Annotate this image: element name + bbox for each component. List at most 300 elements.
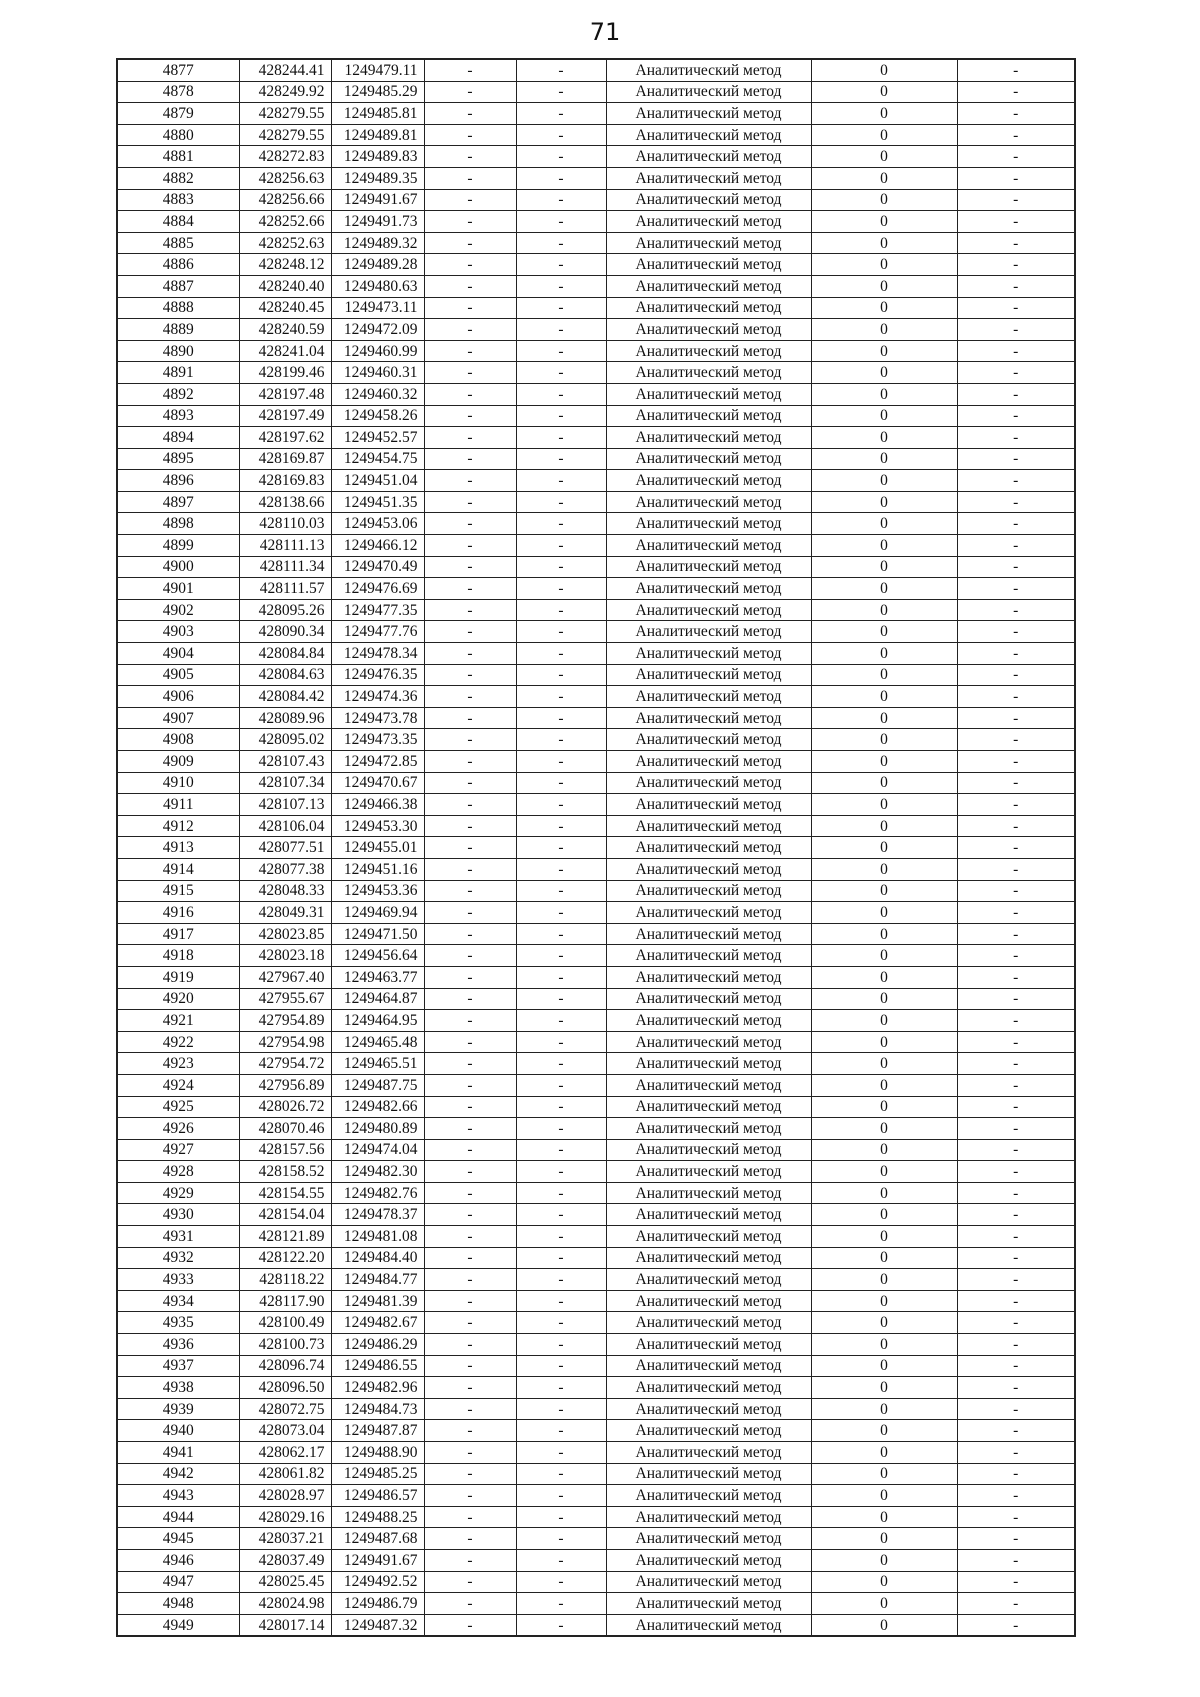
cell-col-5: - <box>516 448 606 470</box>
cell-value: 0 <box>811 232 957 254</box>
cell-col-5: - <box>516 815 606 837</box>
cell-value: 0 <box>811 1528 957 1550</box>
cell-y-coordinate: 1249471.50 <box>331 923 424 945</box>
cell-y-coordinate: 1249465.48 <box>331 1031 424 1053</box>
cell-col-5: - <box>516 211 606 233</box>
table-row <box>117 837 1075 859</box>
cell-col-8: - <box>957 1161 1075 1183</box>
cell-method: Аналитический метод <box>606 81 811 103</box>
cell-value: 0 <box>811 923 957 945</box>
cell-col-5: - <box>516 427 606 449</box>
cell-point-number: 4891 <box>117 362 239 384</box>
cell-col-5: - <box>516 1463 606 1485</box>
cell-y-coordinate: 1249488.90 <box>331 1442 424 1464</box>
cell-col-5: - <box>516 362 606 384</box>
cell-point-number: 4893 <box>117 405 239 427</box>
cell-point-number: 4896 <box>117 470 239 492</box>
cell-col-8: - <box>957 1247 1075 1269</box>
cell-x-coordinate: 428049.31 <box>239 902 331 924</box>
cell-y-coordinate: 1249472.09 <box>331 319 424 341</box>
cell-y-coordinate: 1249484.77 <box>331 1269 424 1291</box>
cell-y-coordinate: 1249473.78 <box>331 707 424 729</box>
cell-col-5: - <box>516 1593 606 1615</box>
cell-x-coordinate: 428279.55 <box>239 103 331 125</box>
table-row <box>117 1506 1075 1528</box>
cell-point-number: 4918 <box>117 945 239 967</box>
cell-y-coordinate: 1249455.01 <box>331 837 424 859</box>
cell-method: Аналитический метод <box>606 1161 811 1183</box>
table-row <box>117 427 1075 449</box>
table-row <box>117 1528 1075 1550</box>
cell-x-coordinate: 428107.43 <box>239 751 331 773</box>
cell-method: Аналитический метод <box>606 124 811 146</box>
cell-x-coordinate: 428084.63 <box>239 664 331 686</box>
cell-method: Аналитический метод <box>606 470 811 492</box>
table-row <box>117 1118 1075 1140</box>
cell-y-coordinate: 1249487.75 <box>331 1074 424 1096</box>
cell-method: Аналитический метод <box>606 448 811 470</box>
cell-method: Аналитический метод <box>606 1139 811 1161</box>
cell-col-4: - <box>424 1226 516 1248</box>
cell-col-5: - <box>516 1053 606 1075</box>
cell-x-coordinate: 427954.72 <box>239 1053 331 1075</box>
cell-col-5: - <box>516 751 606 773</box>
cell-value: 0 <box>811 1031 957 1053</box>
cell-y-coordinate: 1249482.30 <box>331 1161 424 1183</box>
cell-x-coordinate: 428023.18 <box>239 945 331 967</box>
cell-col-5: - <box>516 556 606 578</box>
cell-method: Аналитический метод <box>606 945 811 967</box>
cell-point-number: 4939 <box>117 1398 239 1420</box>
cell-y-coordinate: 1249464.87 <box>331 988 424 1010</box>
cell-point-number: 4914 <box>117 858 239 880</box>
cell-col-4: - <box>424 362 516 384</box>
cell-point-number: 4887 <box>117 275 239 297</box>
cell-col-5: - <box>516 254 606 276</box>
cell-method: Аналитический метод <box>606 167 811 189</box>
cell-point-number: 4883 <box>117 189 239 211</box>
cell-y-coordinate: 1249481.39 <box>331 1290 424 1312</box>
cell-col-5: - <box>516 837 606 859</box>
cell-col-5: - <box>516 1528 606 1550</box>
cell-col-8: - <box>957 448 1075 470</box>
cell-col-4: - <box>424 297 516 319</box>
cell-point-number: 4919 <box>117 966 239 988</box>
cell-y-coordinate: 1249451.35 <box>331 491 424 513</box>
cell-col-4: - <box>424 405 516 427</box>
cell-method: Аналитический метод <box>606 1312 811 1334</box>
cell-col-8: - <box>957 1463 1075 1485</box>
cell-point-number: 4902 <box>117 599 239 621</box>
cell-col-5: - <box>516 232 606 254</box>
cell-x-coordinate: 428241.04 <box>239 340 331 362</box>
cell-col-5: - <box>516 1549 606 1571</box>
cell-col-8: - <box>957 81 1075 103</box>
cell-y-coordinate: 1249486.55 <box>331 1355 424 1377</box>
cell-method: Аналитический метод <box>606 1290 811 1312</box>
cell-col-4: - <box>424 1593 516 1615</box>
cell-col-8: - <box>957 923 1075 945</box>
cell-point-number: 4906 <box>117 686 239 708</box>
table-row <box>117 902 1075 924</box>
cell-method: Аналитический метод <box>606 297 811 319</box>
cell-y-coordinate: 1249474.36 <box>331 686 424 708</box>
cell-point-number: 4916 <box>117 902 239 924</box>
cell-value: 0 <box>811 1247 957 1269</box>
cell-col-8: - <box>957 1549 1075 1571</box>
cell-col-4: - <box>424 1269 516 1291</box>
cell-col-4: - <box>424 578 516 600</box>
cell-col-5: - <box>516 1204 606 1226</box>
cell-method: Аналитический метод <box>606 1355 811 1377</box>
cell-col-8: - <box>957 297 1075 319</box>
cell-point-number: 4938 <box>117 1377 239 1399</box>
table-row <box>117 362 1075 384</box>
cell-col-8: - <box>957 1420 1075 1442</box>
cell-col-8: - <box>957 1074 1075 1096</box>
cell-point-number: 4928 <box>117 1161 239 1183</box>
cell-x-coordinate: 428111.34 <box>239 556 331 578</box>
cell-y-coordinate: 1249492.52 <box>331 1571 424 1593</box>
cell-x-coordinate: 428248.12 <box>239 254 331 276</box>
cell-col-8: - <box>957 1204 1075 1226</box>
cell-value: 0 <box>811 211 957 233</box>
cell-col-8: - <box>957 513 1075 535</box>
cell-col-4: - <box>424 189 516 211</box>
cell-col-8: - <box>957 664 1075 686</box>
cell-method: Аналитический метод <box>606 1182 811 1204</box>
cell-y-coordinate: 1249466.38 <box>331 794 424 816</box>
table-row <box>117 1226 1075 1248</box>
cell-method: Аналитический метод <box>606 643 811 665</box>
cell-value: 0 <box>811 1593 957 1615</box>
cell-method: Аналитический метод <box>606 189 811 211</box>
cell-col-8: - <box>957 1010 1075 1032</box>
cell-point-number: 4889 <box>117 319 239 341</box>
table-row <box>117 1355 1075 1377</box>
cell-col-5: - <box>516 405 606 427</box>
cell-col-8: - <box>957 1118 1075 1140</box>
cell-col-4: - <box>424 103 516 125</box>
cell-point-number: 4912 <box>117 815 239 837</box>
cell-col-8: - <box>957 1334 1075 1356</box>
cell-point-number: 4909 <box>117 751 239 773</box>
table-row <box>117 1312 1075 1334</box>
table-row <box>117 729 1075 751</box>
cell-y-coordinate: 1249491.67 <box>331 1549 424 1571</box>
cell-x-coordinate: 428110.03 <box>239 513 331 535</box>
cell-y-coordinate: 1249478.37 <box>331 1204 424 1226</box>
cell-method: Аналитический метод <box>606 1463 811 1485</box>
cell-value: 0 <box>811 535 957 557</box>
cell-value: 0 <box>811 1506 957 1528</box>
cell-point-number: 4935 <box>117 1312 239 1334</box>
cell-point-number: 4908 <box>117 729 239 751</box>
cell-x-coordinate: 428024.98 <box>239 1593 331 1615</box>
cell-col-4: - <box>424 923 516 945</box>
table-row <box>117 1334 1075 1356</box>
cell-col-4: - <box>424 1571 516 1593</box>
cell-point-number: 4940 <box>117 1420 239 1442</box>
cell-y-coordinate: 1249453.06 <box>331 513 424 535</box>
cell-col-5: - <box>516 1334 606 1356</box>
cell-col-4: - <box>424 211 516 233</box>
cell-method: Аналитический метод <box>606 1334 811 1356</box>
cell-col-4: - <box>424 1118 516 1140</box>
cell-col-5: - <box>516 988 606 1010</box>
table-row <box>117 1571 1075 1593</box>
cell-x-coordinate: 428107.13 <box>239 794 331 816</box>
table-row <box>117 275 1075 297</box>
cell-value: 0 <box>811 189 957 211</box>
cell-y-coordinate: 1249451.16 <box>331 858 424 880</box>
cell-col-8: - <box>957 837 1075 859</box>
cell-method: Аналитический метод <box>606 1053 811 1075</box>
cell-col-5: - <box>516 1290 606 1312</box>
cell-col-8: - <box>957 1182 1075 1204</box>
table-row <box>117 1485 1075 1507</box>
cell-x-coordinate: 428077.38 <box>239 858 331 880</box>
cell-method: Аналитический метод <box>606 427 811 449</box>
cell-value: 0 <box>811 340 957 362</box>
cell-x-coordinate: 428095.02 <box>239 729 331 751</box>
cell-method: Аналитический метод <box>606 1528 811 1550</box>
cell-y-coordinate: 1249489.83 <box>331 146 424 168</box>
cell-point-number: 4882 <box>117 167 239 189</box>
cell-x-coordinate: 428158.52 <box>239 1161 331 1183</box>
cell-y-coordinate: 1249491.67 <box>331 189 424 211</box>
table-row <box>117 858 1075 880</box>
cell-x-coordinate: 428023.85 <box>239 923 331 945</box>
cell-x-coordinate: 428025.45 <box>239 1571 331 1593</box>
cell-point-number: 4895 <box>117 448 239 470</box>
cell-y-coordinate: 1249485.29 <box>331 81 424 103</box>
cell-col-4: - <box>424 880 516 902</box>
cell-value: 0 <box>811 837 957 859</box>
cell-col-5: - <box>516 1485 606 1507</box>
cell-value: 0 <box>811 729 957 751</box>
cell-col-5: - <box>516 599 606 621</box>
cell-value: 0 <box>811 902 957 924</box>
cell-x-coordinate: 428073.04 <box>239 1420 331 1442</box>
cell-col-4: - <box>424 599 516 621</box>
cell-x-coordinate: 428256.63 <box>239 167 331 189</box>
cell-point-number: 4927 <box>117 1139 239 1161</box>
cell-y-coordinate: 1249484.73 <box>331 1398 424 1420</box>
cell-x-coordinate: 428197.49 <box>239 405 331 427</box>
cell-value: 0 <box>811 427 957 449</box>
cell-x-coordinate: 428117.90 <box>239 1290 331 1312</box>
cell-method: Аналитический метод <box>606 1247 811 1269</box>
cell-method: Аналитический метод <box>606 1074 811 1096</box>
cell-col-8: - <box>957 319 1075 341</box>
cell-col-5: - <box>516 319 606 341</box>
table-row <box>117 751 1075 773</box>
cell-method: Аналитический метод <box>606 232 811 254</box>
cell-y-coordinate: 1249484.40 <box>331 1247 424 1269</box>
cell-method: Аналитический метод <box>606 211 811 233</box>
cell-x-coordinate: 428017.14 <box>239 1614 331 1636</box>
cell-col-4: - <box>424 751 516 773</box>
cell-point-number: 4944 <box>117 1506 239 1528</box>
cell-x-coordinate: 428197.62 <box>239 427 331 449</box>
cell-y-coordinate: 1249491.73 <box>331 211 424 233</box>
cell-col-5: - <box>516 902 606 924</box>
cell-x-coordinate: 428037.21 <box>239 1528 331 1550</box>
cell-col-8: - <box>957 491 1075 513</box>
cell-value: 0 <box>811 59 957 81</box>
cell-x-coordinate: 428077.51 <box>239 837 331 859</box>
cell-col-8: - <box>957 686 1075 708</box>
cell-col-4: - <box>424 1334 516 1356</box>
cell-y-coordinate: 1249453.36 <box>331 880 424 902</box>
cell-col-8: - <box>957 535 1075 557</box>
cell-value: 0 <box>811 578 957 600</box>
table-body <box>117 59 1075 1636</box>
cell-col-4: - <box>424 1614 516 1636</box>
table-row <box>117 1420 1075 1442</box>
cell-y-coordinate: 1249489.28 <box>331 254 424 276</box>
cell-col-5: - <box>516 664 606 686</box>
cell-method: Аналитический метод <box>606 664 811 686</box>
cell-y-coordinate: 1249480.89 <box>331 1118 424 1140</box>
cell-col-8: - <box>957 794 1075 816</box>
cell-y-coordinate: 1249458.26 <box>331 405 424 427</box>
cell-col-8: - <box>957 1355 1075 1377</box>
cell-value: 0 <box>811 124 957 146</box>
cell-point-number: 4884 <box>117 211 239 233</box>
cell-col-4: - <box>424 340 516 362</box>
cell-point-number: 4921 <box>117 1010 239 1032</box>
cell-col-4: - <box>424 535 516 557</box>
table-row <box>117 124 1075 146</box>
cell-method: Аналитический метод <box>606 1096 811 1118</box>
cell-method: Аналитический метод <box>606 1614 811 1636</box>
cell-point-number: 4880 <box>117 124 239 146</box>
cell-col-8: - <box>957 362 1075 384</box>
cell-col-5: - <box>516 1506 606 1528</box>
cell-col-5: - <box>516 1074 606 1096</box>
cell-col-4: - <box>424 1377 516 1399</box>
cell-x-coordinate: 428240.40 <box>239 275 331 297</box>
cell-col-4: - <box>424 707 516 729</box>
cell-x-coordinate: 428111.13 <box>239 535 331 557</box>
cell-value: 0 <box>811 621 957 643</box>
cell-x-coordinate: 428028.97 <box>239 1485 331 1507</box>
cell-col-4: - <box>424 643 516 665</box>
cell-method: Аналитический метод <box>606 1485 811 1507</box>
table-row <box>117 923 1075 945</box>
cell-col-8: - <box>957 707 1075 729</box>
table-row <box>117 319 1075 341</box>
cell-value: 0 <box>811 1161 957 1183</box>
cell-value: 0 <box>811 1571 957 1593</box>
table-row <box>117 880 1075 902</box>
table-row <box>117 491 1075 513</box>
cell-point-number: 4930 <box>117 1204 239 1226</box>
cell-point-number: 4904 <box>117 643 239 665</box>
cell-col-8: - <box>957 124 1075 146</box>
table-row <box>117 211 1075 233</box>
cell-y-coordinate: 1249460.99 <box>331 340 424 362</box>
cell-col-5: - <box>516 707 606 729</box>
cell-y-coordinate: 1249487.87 <box>331 1420 424 1442</box>
cell-col-4: - <box>424 621 516 643</box>
cell-col-5: - <box>516 880 606 902</box>
cell-value: 0 <box>811 1463 957 1485</box>
cell-point-number: 4898 <box>117 513 239 535</box>
cell-point-number: 4931 <box>117 1226 239 1248</box>
cell-method: Аналитический метод <box>606 1010 811 1032</box>
table-row <box>117 232 1075 254</box>
cell-col-8: - <box>957 427 1075 449</box>
cell-col-4: - <box>424 1442 516 1464</box>
cell-col-4: - <box>424 729 516 751</box>
cell-x-coordinate: 428199.46 <box>239 362 331 384</box>
cell-value: 0 <box>811 707 957 729</box>
cell-y-coordinate: 1249469.94 <box>331 902 424 924</box>
cell-col-4: - <box>424 1485 516 1507</box>
table-row <box>117 189 1075 211</box>
cell-col-8: - <box>957 1377 1075 1399</box>
cell-x-coordinate: 428107.34 <box>239 772 331 794</box>
cell-x-coordinate: 428026.72 <box>239 1096 331 1118</box>
cell-y-coordinate: 1249474.04 <box>331 1139 424 1161</box>
table-row <box>117 1161 1075 1183</box>
cell-method: Аналитический метод <box>606 837 811 859</box>
cell-y-coordinate: 1249487.32 <box>331 1614 424 1636</box>
cell-x-coordinate: 428256.66 <box>239 189 331 211</box>
cell-value: 0 <box>811 1010 957 1032</box>
cell-y-coordinate: 1249476.35 <box>331 664 424 686</box>
cell-x-coordinate: 428095.26 <box>239 599 331 621</box>
cell-value: 0 <box>811 1420 957 1442</box>
cell-col-8: - <box>957 59 1075 81</box>
cell-value: 0 <box>811 1442 957 1464</box>
cell-value: 0 <box>811 1377 957 1399</box>
cell-col-8: - <box>957 815 1075 837</box>
cell-value: 0 <box>811 1139 957 1161</box>
table-row <box>117 1074 1075 1096</box>
cell-col-8: - <box>957 1226 1075 1248</box>
cell-method: Аналитический метод <box>606 254 811 276</box>
cell-col-4: - <box>424 794 516 816</box>
table-row <box>117 81 1075 103</box>
cell-method: Аналитический метод <box>606 405 811 427</box>
cell-x-coordinate: 428084.84 <box>239 643 331 665</box>
cell-x-coordinate: 428084.42 <box>239 686 331 708</box>
cell-col-4: - <box>424 664 516 686</box>
cell-point-number: 4947 <box>117 1571 239 1593</box>
cell-method: Аналитический метод <box>606 1204 811 1226</box>
cell-y-coordinate: 1249473.35 <box>331 729 424 751</box>
cell-method: Аналитический метод <box>606 858 811 880</box>
cell-col-8: - <box>957 1571 1075 1593</box>
cell-value: 0 <box>811 448 957 470</box>
cell-col-4: - <box>424 1549 516 1571</box>
cell-x-coordinate: 428111.57 <box>239 578 331 600</box>
cell-x-coordinate: 427967.40 <box>239 966 331 988</box>
cell-method: Аналитический метод <box>606 902 811 924</box>
cell-col-5: - <box>516 1161 606 1183</box>
cell-point-number: 4886 <box>117 254 239 276</box>
coordinates-table <box>116 58 1076 1637</box>
table-row <box>117 1290 1075 1312</box>
cell-point-number: 4911 <box>117 794 239 816</box>
cell-col-8: - <box>957 1593 1075 1615</box>
cell-col-4: - <box>424 1139 516 1161</box>
table-row <box>117 1593 1075 1615</box>
